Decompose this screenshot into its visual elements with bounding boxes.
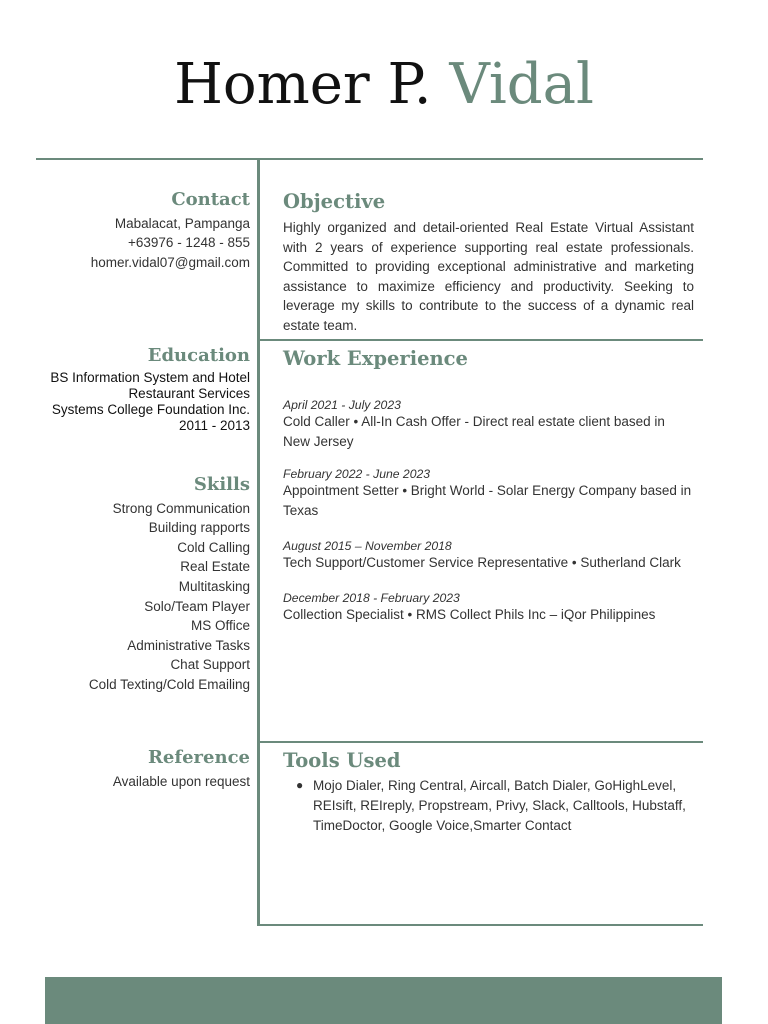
- work-section: [283, 347, 694, 647]
- education-heading: Education: [147, 345, 250, 366]
- education-school: Systems College Foundation Inc.: [51, 401, 250, 417]
- reference-section: [113, 748, 250, 791]
- skill-item: Building rapports: [148, 520, 250, 536]
- contact-heading: Contact: [171, 189, 250, 210]
- skill-item: Strong Communication: [112, 500, 250, 516]
- tools-section-heading: [283, 749, 694, 772]
- education-section: [50, 346, 250, 434]
- job-description: Collection Specialist • RMS Collect Phils Inc – iQor Philippines: [283, 607, 656, 622]
- contact-address: Mabalacat, Pampanga: [114, 215, 250, 231]
- contact-section: [91, 190, 250, 272]
- first-name: Homer P.: [174, 52, 432, 117]
- education-degree-line1: BS Information System and Hotel: [50, 369, 250, 385]
- tools-divider: [258, 741, 703, 743]
- reference-text: Available upon request: [112, 773, 250, 789]
- top-divider: [36, 158, 703, 160]
- contact-phone: +63976 - 1248 - 855: [128, 235, 250, 251]
- objective-text: Highly organized and detail-oriented Real Estate Virtual Assistant with 2 years of experience supporting real estate professionals. Committed to providing exceptional administrative and marketing assistance to maximize efficiency and productivity. Seeking to leverage my skills to contribute to the success of a dynamic real estate team.: [283, 220, 694, 333]
- skill-item: Administrative Tasks: [127, 637, 250, 653]
- job-date: August 2015 – November 2018: [283, 539, 452, 553]
- skills-heading: Skills: [193, 474, 250, 495]
- job-date: April 2021 - July 2023: [283, 398, 401, 412]
- job-entry: [283, 591, 694, 625]
- job-date: February 2022 - June 2023: [283, 467, 431, 481]
- skill-item: Solo/Team Player: [144, 598, 250, 614]
- work-divider: [258, 339, 703, 341]
- education-years: 2011 - 2013: [178, 417, 250, 433]
- tools-text: Mojo Dialer, Ring Central, Aircall, Batch Dialer, GoHighLevel, REIsift, REIreply, Propstream, Privy, Slack, Calltools, Hubstaff, TimeDoctor, Google Voice,Smarter Contact: [313, 778, 686, 833]
- resume-name: [0, 52, 768, 117]
- skill-item: Real Estate: [180, 559, 250, 575]
- skill-item: Cold Calling: [177, 539, 250, 555]
- job-description: Appointment Setter • Bright World - Solar Energy Company based in Texas: [283, 483, 692, 518]
- footer-band: [45, 977, 722, 1024]
- skill-item: Chat Support: [170, 657, 250, 673]
- job-entry: [283, 539, 694, 573]
- job-date: December 2018 - February 2023: [283, 591, 460, 605]
- last-name: Vidal: [449, 52, 594, 117]
- bottom-divider: [258, 924, 703, 926]
- skills-section: [89, 475, 250, 695]
- job-description: Tech Support/Customer Service Representative • Sutherland Clark: [283, 555, 681, 570]
- work-heading: Work Experience: [283, 347, 468, 370]
- job-description: Cold Caller • All-In Cash Offer - Direct real estate client based in New Jersey: [283, 414, 665, 449]
- job-entry: [283, 398, 694, 451]
- skill-item: MS Office: [190, 618, 250, 634]
- education-degree-line2: Restaurant Services: [128, 385, 250, 401]
- objective-section: [283, 190, 694, 336]
- reference-heading: Reference: [147, 747, 250, 768]
- column-divider: [257, 158, 260, 926]
- skill-item: Multitasking: [178, 578, 250, 594]
- job-entry: [283, 467, 694, 520]
- objective-heading: Objective: [283, 190, 386, 213]
- bullet-icon: ●: [296, 778, 304, 792]
- tools-heading: Tools Used: [283, 749, 401, 772]
- tools-list: [296, 776, 696, 835]
- skill-item: Cold Texting/Cold Emailing: [88, 676, 250, 692]
- contact-email: homer.vidal07@gmail.com: [90, 254, 250, 270]
